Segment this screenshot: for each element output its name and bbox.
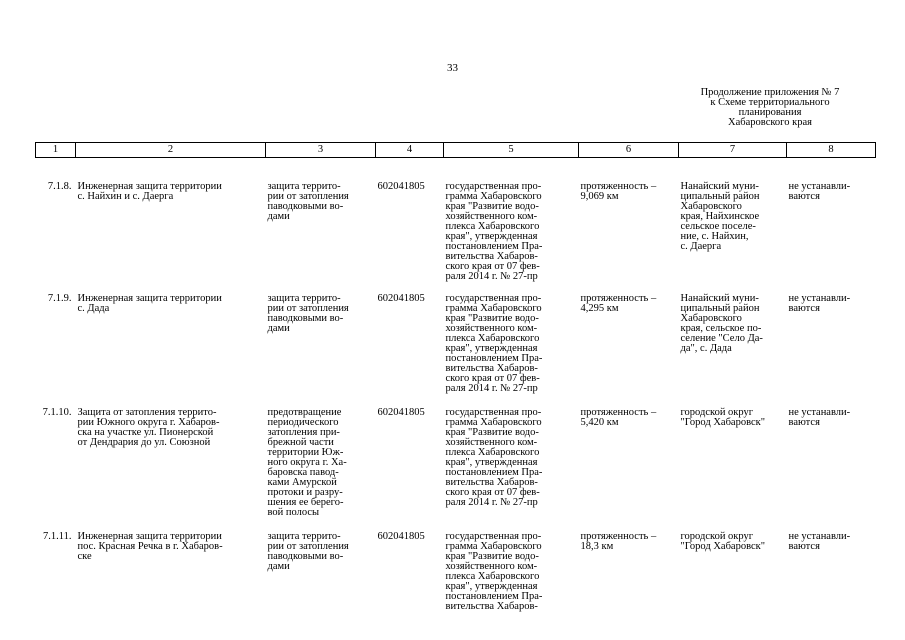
objects-table xyxy=(35,142,876,632)
column-header: 2 xyxy=(76,143,266,158)
object-purpose: защита террито- рии от затопления паводковыми во- дами xyxy=(267,181,349,222)
appendix-note-line: планирования xyxy=(738,107,802,118)
table-row xyxy=(36,532,876,632)
column-header: 1 xyxy=(36,143,76,158)
object-name: Инженерная защита территории пос. Красная Речка в г. Хабаров- ске xyxy=(77,531,223,562)
program-basis: государственная про- грамма Хабаровского края "Развитие водо- хозяйственного ком- плекса Хабаровского края", утвержденная постановлением Пра- вительства Хабаров- ского края от 07 фев- раля 2014 г. № 27-пр xyxy=(445,181,543,282)
restricted-zones: не устанавли- ваются xyxy=(788,407,851,428)
table-row xyxy=(36,158,876,295)
appendix-note-line: к Схеме территориального xyxy=(710,97,830,108)
object-location: городской округ "Город Хабаровск" xyxy=(680,407,766,428)
object-location: городской округ "Город Хабаровск" xyxy=(680,531,766,552)
object-purpose: защита террито- рии от затопления паводковыми во- дами xyxy=(267,531,349,572)
table-row xyxy=(36,294,876,408)
column-header: 6 xyxy=(579,143,679,158)
restricted-zones: не устанавли- ваются xyxy=(788,531,851,552)
appendix-note-line: Хабаровского края xyxy=(728,117,812,128)
object-name: Защита от затопления террито- рии Южного округа г. Хабаров- ска на участке ул. Пионерской от Дендрария до ул. Союзной xyxy=(77,407,220,448)
program-basis: государственная про- грамма Хабаровского края "Развитие водо- хозяйственного ком- плекса Хабаровского края", утвержденная постановлением Пра- вительства Хабаров- ского края от 07 фев- раля 2014 г. № 27-пр xyxy=(445,407,543,508)
column-header: 5 xyxy=(444,143,579,158)
object-length: протяженность – 4,295 км xyxy=(580,293,657,314)
column-header: 8 xyxy=(787,143,876,158)
program-basis: государственная про- грамма Хабаровского края "Развитие водо- хозяйственного ком- плекса Хабаровского края", утвержденная постановлением Пра- вительства Хабаров- ского края от 07 фев- раля 2014 г. № 27-пр xyxy=(445,293,543,394)
table-header-row xyxy=(36,143,876,158)
object-location: Нанайский муни- ципальный район Хабаровского края, сельское по- селение "Село Да- да", с. Дада xyxy=(680,293,763,354)
row-number: 7.1.10. xyxy=(42,407,72,418)
row-number: 7.1.11. xyxy=(43,531,72,542)
object-code: 602041805 xyxy=(377,181,425,192)
object-length: протяженность – 18,3 км xyxy=(580,531,657,552)
column-header: 3 xyxy=(266,143,376,158)
object-code: 602041805 xyxy=(377,293,425,304)
object-name: Инженерная защита территории с. Найхин и с. Даерга xyxy=(77,181,222,202)
appendix-note xyxy=(675,88,865,128)
restricted-zones: не устанавли- ваются xyxy=(788,181,851,202)
column-header: 4 xyxy=(376,143,444,158)
row-number: 7.1.9. xyxy=(47,293,72,304)
page-number: 33 xyxy=(447,62,458,74)
row-number: 7.1.8. xyxy=(47,181,72,192)
table-row xyxy=(36,408,876,532)
object-code: 602041805 xyxy=(377,531,425,542)
column-header: 7 xyxy=(679,143,787,158)
object-purpose: предотвращение периодического затопления при- брежной части территории Юж- ного округа г. Ха- баровска павод- ками Амурской протоки и разру- шения ее берего- вой полосы xyxy=(267,407,347,518)
object-code: 602041805 xyxy=(377,407,425,418)
object-length: протяженность – 5,420 км xyxy=(580,407,657,428)
object-purpose: защита террито- рии от затопления паводковыми во- дами xyxy=(267,293,349,334)
object-length: протяженность – 9,069 км xyxy=(580,181,657,202)
appendix-note-line: Продолжение приложения № 7 xyxy=(700,87,840,98)
object-location: Нанайский муни- ципальный район Хабаровского края, Найхинское сельское поселе- ние, с. Найхин, с. Даерга xyxy=(680,181,760,252)
restricted-zones: не устанавли- ваются xyxy=(788,293,851,314)
program-basis: государственная про- грамма Хабаровского края "Развитие водо- хозяйственного ком- плекса Хабаровского края", утвержденная постановлением Пра- вительства Хабаров- xyxy=(445,531,543,612)
object-name: Инженерная защита территории с. Дада xyxy=(77,293,222,314)
